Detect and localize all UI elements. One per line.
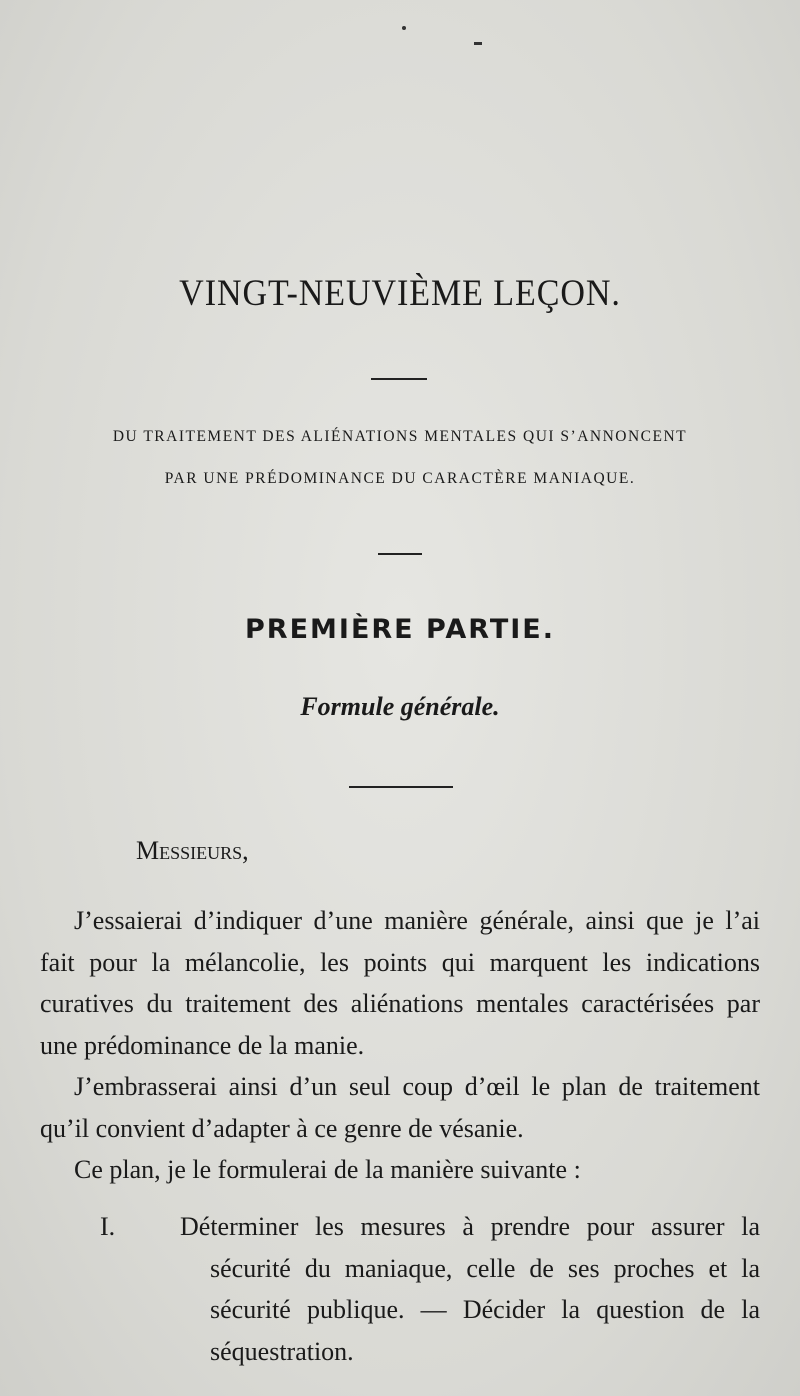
paragraph: J’embrasserai ainsi d’un seul coup d’œil le plan de traitement qu’il convient d’adapter à ce genre de vésanie. (40, 1072, 760, 1143)
part-heading: PREMIÈRE PARTIE. (245, 614, 555, 645)
paragraph: Ce plan, je le formulerai de la manière suivante : (74, 1155, 581, 1184)
subtitle-rule (378, 553, 422, 555)
list-item-text: Déterminer les mesures à prendre pour assurer la sécurité du maniaque, celle de ses proches et la sécurité publique. — Décider la question de la séquestration. (180, 1212, 760, 1366)
title-rule (371, 378, 427, 380)
list-item-number: I. (100, 1212, 116, 1241)
print-speck (474, 42, 482, 45)
list-item (40, 1206, 760, 1372)
print-speck (402, 26, 406, 30)
body-text (40, 900, 760, 1191)
salutation: Messieurs, (136, 836, 249, 865)
paragraph: J’essaierai d’indiquer d’une manière générale, ainsi que je l’ai fait pour la mélancolie, les points qui marquent les indications curatives du traitement des aliénations mentales caractérisées par une prédominance de la manie. (40, 906, 760, 1060)
subtitle-line-1: DU TRAITEMENT DES ALIÉNATIONS MENTALES QUI S’ANNONCENT (112, 428, 688, 445)
lesson-title: VINGT-NEUVIÈME LEÇON. (179, 273, 621, 314)
formula-heading: Formule générale. (300, 692, 500, 721)
subtitle-line-2: PAR UNE PRÉDOMINANCE DU CARACTÈRE MANIAQUE. (164, 470, 636, 487)
formula-rule (349, 786, 453, 788)
